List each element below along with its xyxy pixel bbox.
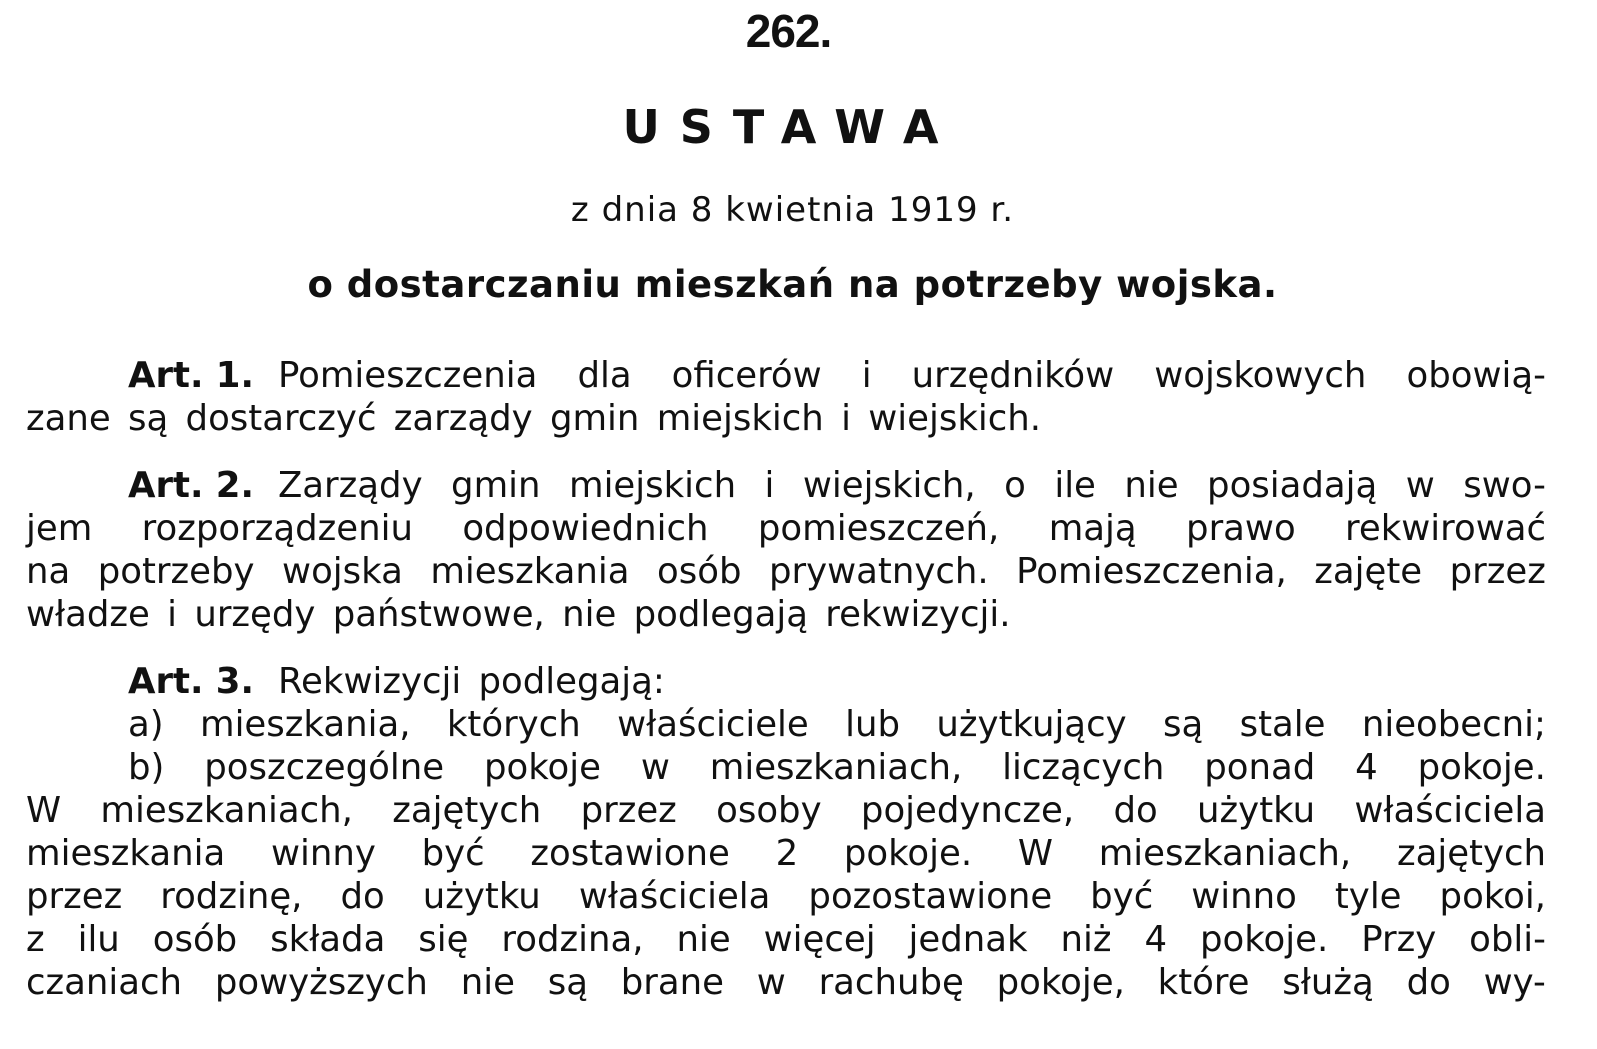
article-line-text xyxy=(26,507,1546,550)
word: W xyxy=(26,790,62,831)
word: zostawione xyxy=(530,833,730,874)
word: urzędników xyxy=(911,355,1115,396)
article-3-line-1 xyxy=(26,660,1546,703)
word: ile xyxy=(1054,465,1096,506)
word: są xyxy=(1162,704,1204,745)
word: przez xyxy=(26,876,123,917)
word: prywatnych. xyxy=(769,551,989,592)
word: właściciele xyxy=(617,704,809,745)
word: b) xyxy=(128,747,165,788)
word: tyle xyxy=(1334,876,1402,917)
document-number: 262. xyxy=(745,5,832,57)
word: 4 xyxy=(1144,919,1168,960)
word: posiadają xyxy=(1207,465,1378,506)
word: obowią- xyxy=(1406,355,1546,396)
article-3-line-7 xyxy=(26,918,1546,961)
word: się xyxy=(418,919,469,960)
word: zajętych xyxy=(392,790,542,831)
article-line-text xyxy=(26,961,1546,1004)
word: wojskowych xyxy=(1154,355,1367,396)
article-3-line-8 xyxy=(26,961,1546,1004)
word: pomieszczeń, xyxy=(757,508,1000,549)
word: mieszkania, xyxy=(199,704,411,745)
word: mieszkaniach, xyxy=(1098,833,1352,874)
word: w xyxy=(1405,465,1435,506)
word: jem xyxy=(26,508,93,549)
word: nie xyxy=(676,919,731,960)
word: pojedyncze, xyxy=(860,790,1075,831)
word: na xyxy=(26,551,71,592)
article-2-label: Art. 2. xyxy=(128,465,254,506)
word: być xyxy=(421,833,485,874)
article-line-text: władze i urzędy państwowe, nie podlegają rekwizycji. xyxy=(26,594,1011,635)
article-3-line-4 xyxy=(26,789,1546,832)
word: składa xyxy=(270,919,386,960)
word: osób xyxy=(657,551,742,592)
word: rodzina, xyxy=(501,919,644,960)
word: wy- xyxy=(1483,962,1546,1003)
word: zajęte xyxy=(1314,551,1423,592)
word: właściciela xyxy=(578,876,771,917)
article-line-text: Rekwizycji podlegają: xyxy=(277,661,665,702)
word: powyższych xyxy=(214,962,428,1003)
word: pokoje xyxy=(483,747,601,788)
word: winny xyxy=(270,833,376,874)
word: mieszkaniach, xyxy=(709,747,963,788)
article-3-line-5 xyxy=(26,832,1546,875)
word: 2 xyxy=(775,833,799,874)
word: wojska xyxy=(282,551,403,592)
word: Zarządy xyxy=(277,465,423,506)
word: rachubę xyxy=(818,962,964,1003)
document-body xyxy=(26,354,1546,1004)
word: których xyxy=(446,704,581,745)
article-2-line-1 xyxy=(26,464,1546,507)
word: winno xyxy=(1191,876,1297,917)
article-3-line-3 xyxy=(26,746,1546,789)
word: do xyxy=(340,876,385,917)
word: rekwirować xyxy=(1345,508,1546,549)
word: mieszkaniach, xyxy=(100,790,353,831)
word: przez xyxy=(1449,551,1546,592)
article-2-line-3 xyxy=(26,550,1546,593)
article-3-line-2 xyxy=(26,703,1546,746)
word: mają xyxy=(1048,508,1137,549)
word: potrzeby xyxy=(97,551,255,592)
word: w xyxy=(640,747,670,788)
article-1-line-1 xyxy=(26,354,1546,397)
document-subject: o dostarczaniu mieszkań na potrzeby wojska. xyxy=(307,263,1278,306)
word: do xyxy=(1406,962,1451,1003)
word: Pomieszczenia, xyxy=(1016,551,1287,592)
word: swo- xyxy=(1463,465,1546,506)
word: odpowiednich xyxy=(462,508,709,549)
word: z xyxy=(26,919,45,960)
word: do xyxy=(1113,790,1158,831)
word: być xyxy=(1090,876,1154,917)
word: rozporządzeniu xyxy=(141,508,413,549)
word: ilu xyxy=(77,919,120,960)
word: Przy xyxy=(1361,919,1437,960)
article-3-label: Art. 3. xyxy=(128,661,254,702)
word: dla xyxy=(577,355,632,396)
word: miejskich xyxy=(568,465,737,506)
word: użytku xyxy=(1197,790,1316,831)
article-line-text xyxy=(128,746,1546,789)
word: osób xyxy=(152,919,238,960)
word: gmin xyxy=(451,465,541,506)
article-line-text: zane są dostarczyć zarządy gmin miejskich i wiejskich. xyxy=(26,398,1042,439)
word: Pomieszczenia xyxy=(277,355,538,396)
word: zajętych xyxy=(1396,833,1546,874)
word: mieszkania xyxy=(26,833,226,874)
word: właściciela xyxy=(1354,790,1546,831)
word: 4 xyxy=(1355,747,1378,788)
article-line-text xyxy=(26,789,1546,832)
word: w xyxy=(756,962,786,1003)
word: a) xyxy=(128,704,164,745)
word: o xyxy=(1004,465,1026,506)
word: W xyxy=(1017,833,1053,874)
word: nie xyxy=(1124,465,1179,506)
article-line-text xyxy=(26,832,1546,875)
word: brane xyxy=(620,962,724,1003)
word: oficerów xyxy=(671,355,822,396)
word: prawo xyxy=(1186,508,1296,549)
article-line-text xyxy=(26,550,1546,593)
word: są xyxy=(547,962,588,1003)
word: osoby xyxy=(716,790,822,831)
word: wiejskich, xyxy=(802,465,976,506)
article-1-line-2 xyxy=(26,397,1546,440)
article-2-line-2 xyxy=(26,507,1546,550)
word: poszczególne xyxy=(204,747,445,788)
article-3-line-6 xyxy=(26,875,1546,918)
word: stale xyxy=(1239,704,1326,745)
word: nieobecni; xyxy=(1361,704,1546,745)
word: nie xyxy=(460,962,515,1003)
word: i xyxy=(861,355,872,396)
article-1-label: Art. 1. xyxy=(128,355,254,396)
word: i xyxy=(764,465,775,506)
word: mieszkania xyxy=(430,551,630,592)
word: użytku xyxy=(422,876,541,917)
word: jednak xyxy=(908,919,1028,960)
word: przez xyxy=(580,790,677,831)
article-line-text xyxy=(278,354,1546,397)
article-line-text xyxy=(26,918,1546,961)
word: rodzinę, xyxy=(160,876,303,917)
word: użytkujący xyxy=(936,704,1127,745)
article-line-text xyxy=(26,875,1546,918)
word: pokoi, xyxy=(1439,876,1546,917)
word: liczących xyxy=(1002,747,1165,788)
word: pokoje. xyxy=(1200,919,1329,960)
word: ponad xyxy=(1204,747,1316,788)
word: pokoje, xyxy=(996,962,1125,1003)
word: pokoje. xyxy=(1417,747,1546,788)
word: niż xyxy=(1060,919,1112,960)
word: lub xyxy=(845,704,901,745)
article-2-line-4 xyxy=(26,593,1546,636)
word: obli- xyxy=(1469,919,1546,960)
word: pokoje. xyxy=(843,833,973,874)
article-line-text xyxy=(278,464,1546,507)
article-line-text xyxy=(128,703,1546,746)
word: czaniach xyxy=(26,962,183,1003)
word: służą xyxy=(1282,962,1374,1003)
document-title: USTAWA xyxy=(622,100,959,154)
word: pozostawione xyxy=(808,876,1053,917)
document-date: z dnia 8 kwietnia 1919 r. xyxy=(570,190,1015,230)
word: więcej xyxy=(763,919,876,960)
word: które xyxy=(1157,962,1250,1003)
